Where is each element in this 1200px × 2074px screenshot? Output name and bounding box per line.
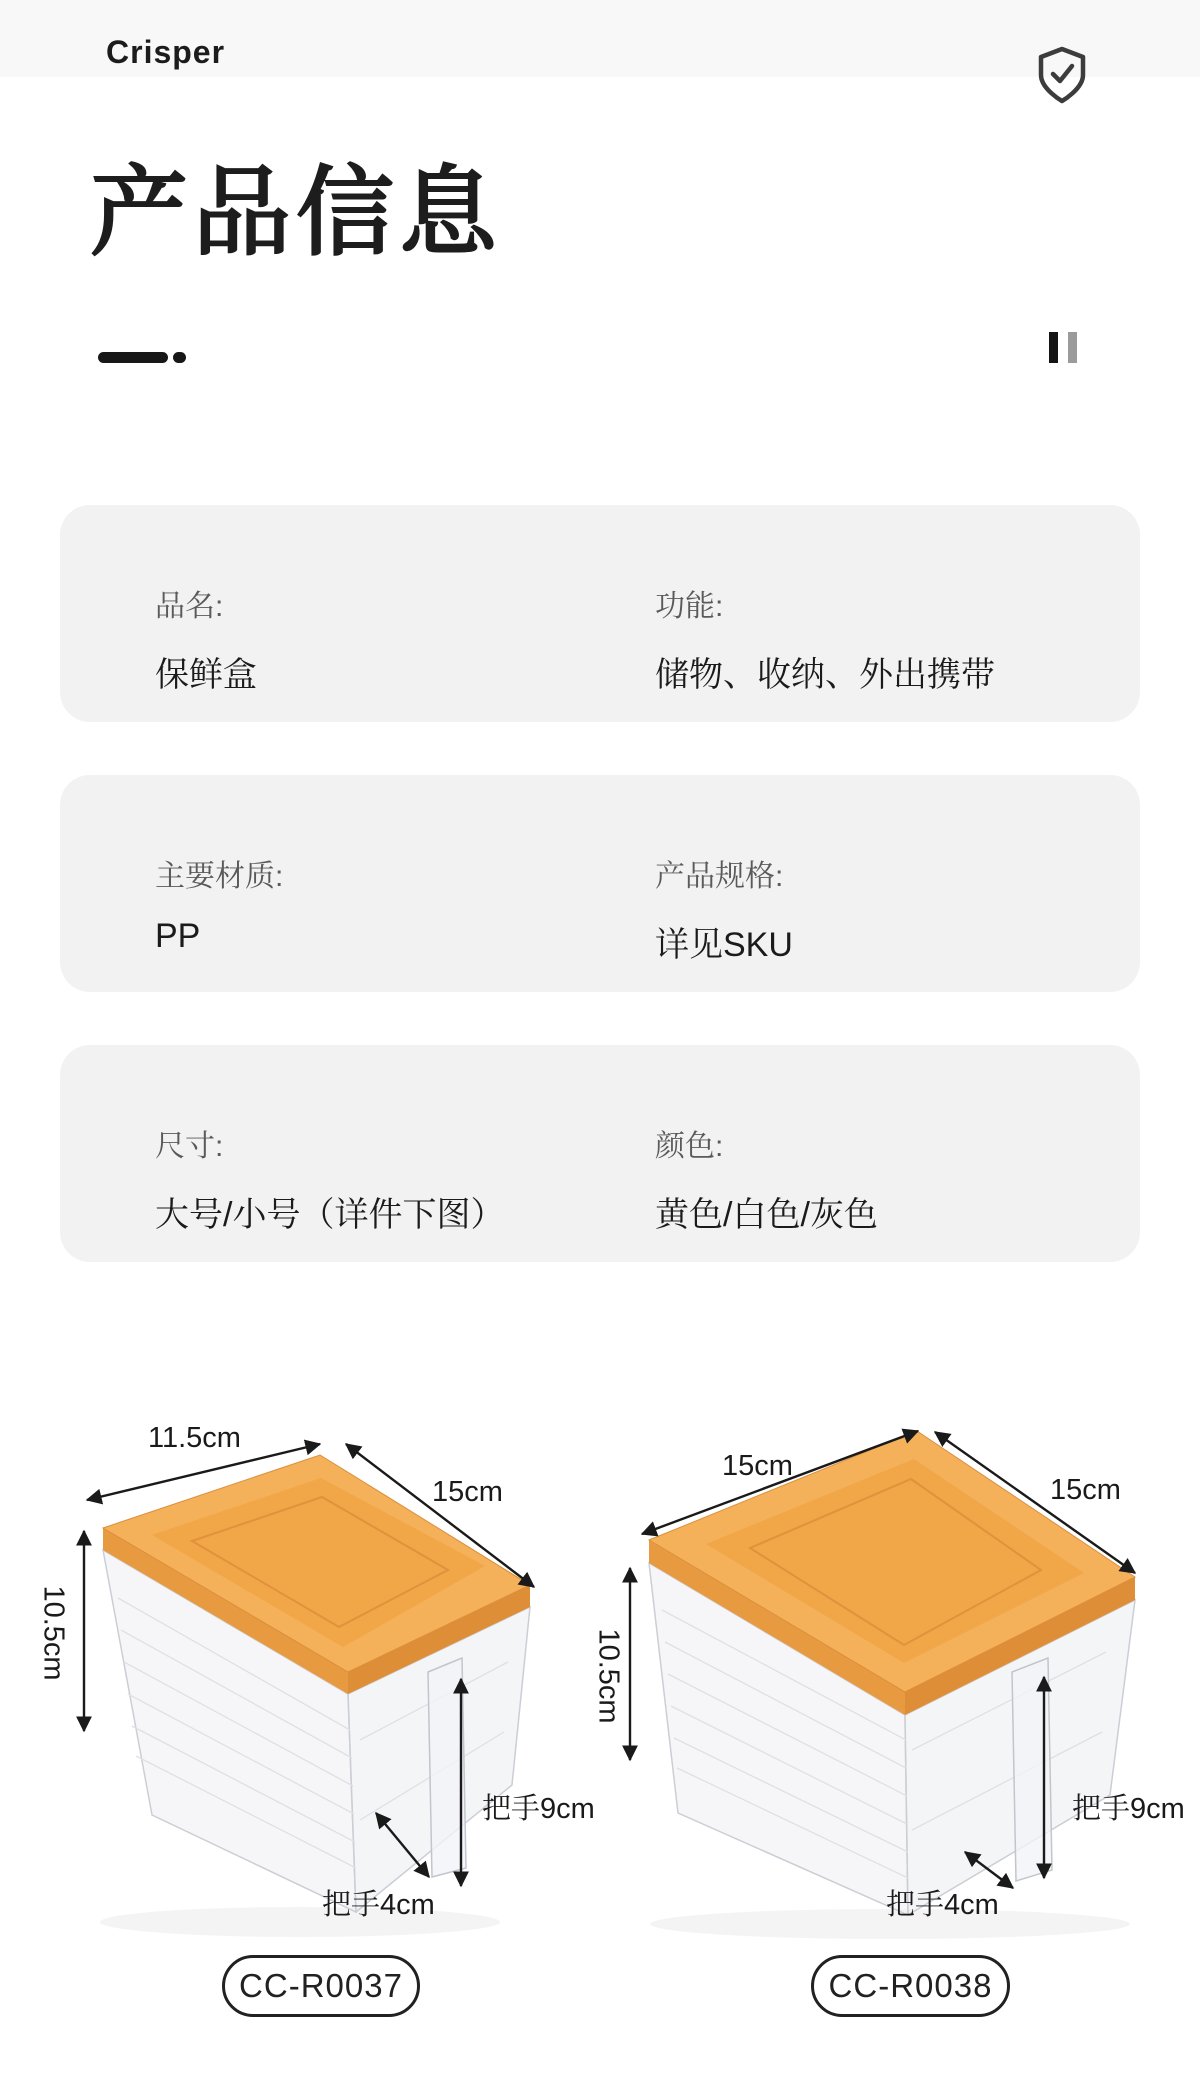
- spec-item-size: [155, 1121, 655, 1236]
- spec-item-function: [655, 581, 1120, 696]
- product-dimension-figures: [0, 1400, 1200, 2074]
- dim-label-handle-height: 把手9cm: [1072, 1793, 1185, 1825]
- spec-value: 黄色/白色/灰色: [655, 1196, 878, 1234]
- spec-label: 颜色:: [655, 1130, 724, 1163]
- spec-label: 品名:: [155, 590, 224, 623]
- dot-decoration: [173, 352, 186, 363]
- dim-label-top-width: 15cm: [722, 1450, 793, 1482]
- spec-item-color: [655, 1121, 1120, 1236]
- dim-label-top-width: 11.5cm: [148, 1422, 241, 1454]
- pause-bars-icon: [1068, 332, 1077, 363]
- spec-label: 产品规格:: [655, 860, 784, 893]
- brand-logo: Crisper: [106, 34, 226, 70]
- spec-item-specification: [655, 851, 1120, 966]
- spec-card-name-function: [60, 505, 1140, 722]
- dim-label-depth: 15cm: [1050, 1474, 1121, 1506]
- dim-label-height: 10.5cm: [592, 1628, 625, 1724]
- model-badge: CC-R0037: [222, 1955, 420, 2017]
- dim-label-handle-height: 把手9cm: [482, 1793, 595, 1825]
- shield-check-icon: [1034, 44, 1090, 108]
- spec-value: PP: [155, 917, 201, 955]
- spec-value: 储物、收纳、外出携带: [655, 656, 995, 694]
- spec-card-size-color: [60, 1045, 1140, 1262]
- spec-value: 详见SKU: [655, 926, 793, 964]
- product-illustration-small: [100, 1455, 530, 1937]
- spec-label: 功能:: [655, 590, 724, 623]
- dash-decoration: [98, 352, 168, 363]
- spec-card-material-spec: [60, 775, 1140, 992]
- dim-label-handle-width: 把手4cm: [322, 1889, 435, 1921]
- dim-label-handle-width: 把手4cm: [886, 1889, 999, 1921]
- dim-label-depth: 15cm: [432, 1476, 503, 1508]
- model-badge: CC-R0038: [811, 1955, 1010, 2017]
- page-title: 产品信息: [90, 157, 503, 267]
- spec-item-material: [155, 851, 655, 966]
- spec-value: 保鲜盒: [155, 656, 257, 694]
- pause-bars-icon: [1049, 332, 1058, 363]
- spec-value: 大号/小号（详件下图）: [155, 1196, 505, 1234]
- spec-label: 尺寸:: [155, 1130, 224, 1163]
- product-illustration-large: [649, 1431, 1135, 1939]
- dim-label-height: 10.5cm: [37, 1585, 70, 1681]
- spec-label: 主要材质:: [155, 860, 284, 893]
- spec-item-name: [155, 581, 655, 696]
